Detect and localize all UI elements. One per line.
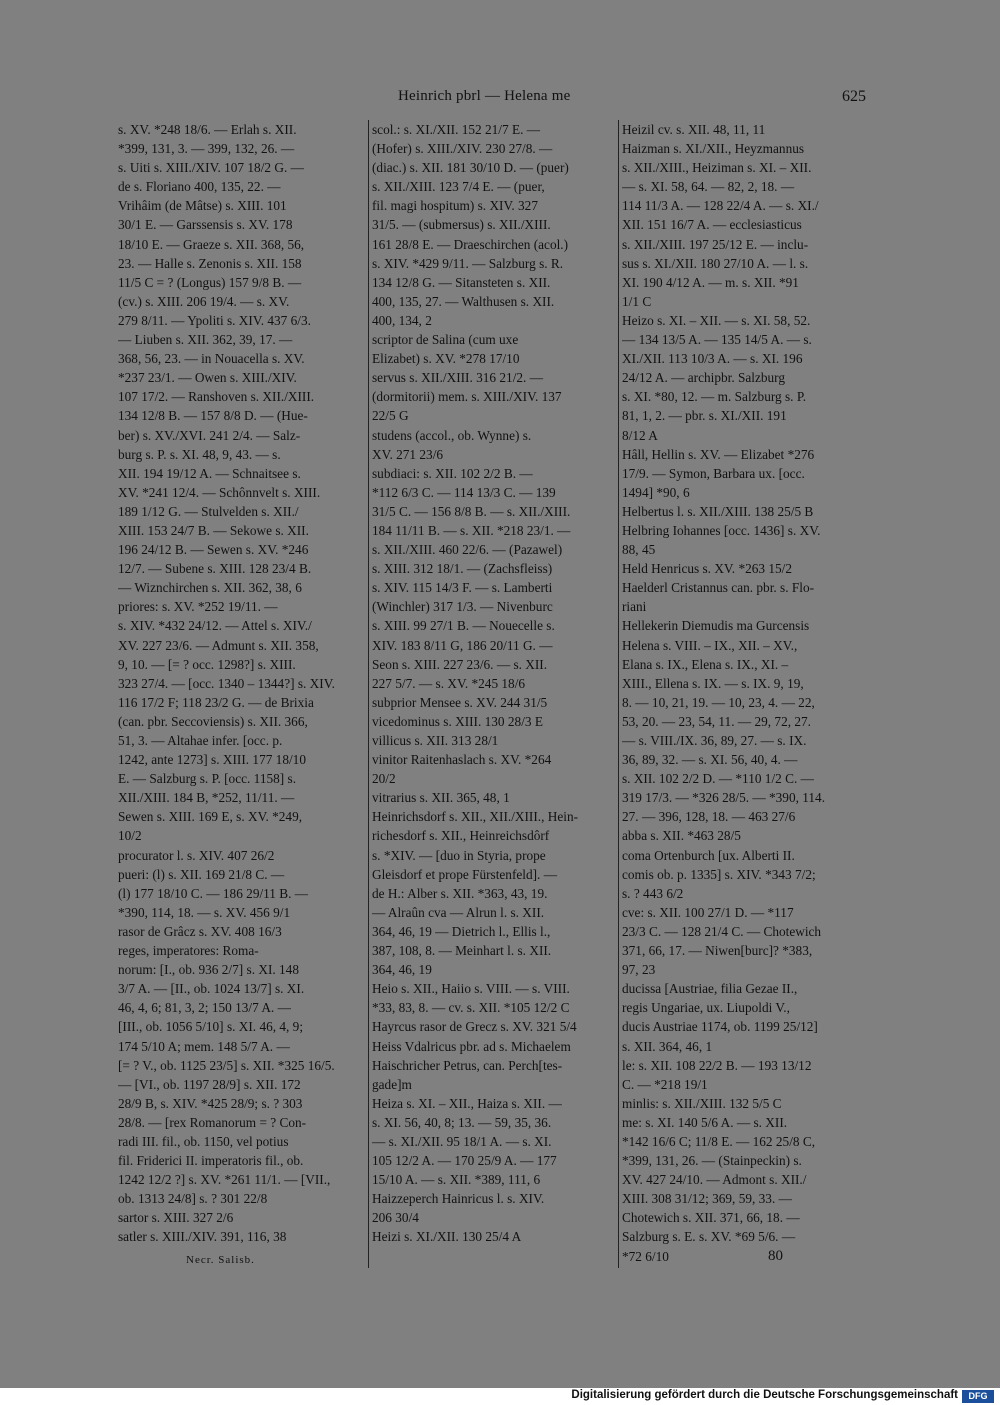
text-line: XV. 427 24/10. — Admont s. XII./: [622, 1172, 807, 1188]
running-head: Heinrich pbrl — Helena me: [398, 88, 571, 104]
text-line: 161 28/8 E. — Draeschirchen (acol.): [372, 236, 569, 252]
text-line: abba s. XII. *463 28/5: [622, 828, 741, 844]
text-line: 51, 3. — Altahae infer. [occ. p.: [118, 733, 283, 748]
text-line: Helbring Iohannes [occ. 1436] s. XV.: [622, 522, 821, 538]
text-line: XII. 194 19/12 A. — Schnaitsee s.: [118, 465, 301, 481]
text-line: Helbertus l. s. XII./XIII. 138 25/5 B: [622, 503, 814, 519]
text-line: s. XV. *248 18/6. — Erlah s. XII.: [118, 122, 297, 137]
text-line: s. XIII. 99 27/1 B. — Nouecelle s.: [372, 618, 555, 634]
text-column-1: [118, 120, 360, 1247]
text-line: XV. *241 12/4. — Schônnvelt s. XIII.: [118, 484, 321, 500]
text-line: scriptor de Salina (cum uxe: [372, 332, 519, 348]
text-line: s. XI. 56, 40, 8; 13. — 59, 35, 36.: [372, 1114, 552, 1130]
text-line: 11/5 C = ? (Longus) 157 9/8 B. —: [118, 274, 302, 290]
text-line: 368, 56, 23. — in Nouacella s. XV.: [118, 351, 305, 367]
text-line: — s. VIII./IX. 36, 89, 27. — s. IX.: [622, 733, 807, 748]
text-line: s. ? 443 6/2: [622, 885, 684, 901]
text-line: 189 1/12 G. — Stulvelden s. XII./: [118, 503, 299, 519]
text-line: fil. Friderici II. imperatoris fil., ob.: [118, 1153, 304, 1169]
text-line: XIII. 153 24/7 B. — Sekowe s. XII.: [118, 522, 309, 538]
text-line: XV. 227 23/6. — Admunt s. XII. 358,: [118, 637, 319, 653]
text-line: 28/9 B, s. XIV. *425 28/9; s. ? 303: [118, 1095, 303, 1111]
text-line: 134 12/8 G. — Sitansteten s. XII.: [372, 274, 551, 290]
text-line: Elizabet) s. XV. *278 17/10: [372, 351, 520, 367]
text-column-3: [622, 120, 874, 1266]
text-line: XI. 190 4/12 A. — m. s. XII. *91: [622, 274, 799, 290]
text-line: le: s. XII. 108 22/2 B. — 193 13/12: [622, 1057, 812, 1073]
text-line: [= ? V., ob. 1125 23/5] s. XII. *325 16/5.: [118, 1057, 335, 1073]
text-line: — 134 13/5 A. — 135 14/5 A. — s.: [622, 332, 812, 348]
text-line: 107 17/2. — Ranshoven s. XII./XIII.: [118, 389, 315, 405]
funding-banner: [0, 1388, 1000, 1405]
text-line: E. — Salzburg s. P. [occ. 1158] s.: [118, 771, 297, 787]
text-line: (cv.) s. XIII. 206 19/4. — s. XV.: [118, 293, 290, 309]
text-line: 364, 46, 19 — Dietrich l., Ellis l.,: [372, 923, 551, 939]
text-line: *72 6/10: [622, 1248, 669, 1264]
text-line: Heiza s. XI. – XII., Haiza s. XII. —: [372, 1095, 562, 1111]
text-line: regis Ungariae, ux. Liupoldi V.,: [622, 1000, 790, 1016]
text-line: — [VI., ob. 1197 28/9] s. XII. 172: [118, 1076, 301, 1092]
text-line: 364, 46, 19: [372, 962, 432, 978]
text-line: (diac.) s. XII. 181 30/10 D. — (puer): [372, 160, 569, 176]
text-line: Seon s. XIII. 227 23/6. — s. XII.: [372, 656, 548, 672]
text-line: s. XII. 102 2/2 D. — *110 1/2 C. —: [622, 771, 814, 787]
text-line: Heiss Vdalricus pbr. ad s. Michaelem: [372, 1038, 571, 1054]
text-line: burg s. P. s. XI. 48, 9, 43. — s.: [118, 446, 281, 462]
text-line: Chotewich s. XII. 371, 66, 18. —: [622, 1210, 800, 1226]
text-line: 31/5. — (submersus) s. XII./XIII.: [372, 217, 551, 233]
text-line: riani: [622, 599, 647, 615]
text-line: *33, 83, 8. — cv. s. XII. *105 12/2 C: [372, 1000, 570, 1016]
text-line: me: s. XI. 140 5/6 A. — s. XII.: [622, 1114, 788, 1130]
page-number: 625: [842, 88, 866, 105]
text-line: s. *XIV. — [duo in Styria, prope: [372, 847, 546, 863]
text-line: 323 27/4. — [occ. 1340 – 1344?] s. XIV.: [118, 675, 335, 691]
text-line: satler s. XIII./XIV. 391, 116, 38: [118, 1229, 287, 1245]
text-line: s. XIII. 312 18/1. — (Zachsfleiss): [372, 561, 553, 577]
text-line: rasor de Grâcz s. XV. 408 16/3: [118, 923, 282, 939]
text-line: ducissa [Austriae, filia Gezae II.,: [622, 981, 798, 997]
text-line: *112 6/3 C. — 114 13/3 C. — 139: [372, 484, 556, 500]
text-line: s. XIV. *432 24/12. — Attel s. XIV./: [118, 618, 312, 634]
text-line: 1494] *90, 6: [622, 484, 690, 500]
text-line: 97, 23: [622, 962, 656, 978]
text-line: Hâll, Hellin s. XV. — Elizabet *276: [622, 446, 815, 462]
text-line: Heizo s. XI. – XII. — s. XI. 58, 52.: [622, 312, 811, 328]
text-line: (l) 177 18/10 C. — 186 29/11 B. —: [118, 885, 309, 901]
text-line: vitrarius s. XII. 365, 48, 1: [372, 790, 510, 806]
text-line: 400, 134, 2: [372, 312, 432, 328]
text-line: 196 24/12 B. — Sewen s. XV. *246: [118, 542, 309, 558]
text-line: XII./XIII. 184 B, *252, 11/11. —: [118, 790, 295, 806]
text-line: 17/9. — Symon, Barbara ux. [occ.: [622, 465, 805, 481]
text-line: s. XIV. *429 9/11. — Salzburg s. R.: [372, 255, 564, 271]
text-line: XI./XII. 113 10/3 A. — s. XI. 196: [622, 351, 803, 367]
text-line: coma Ortenburch [ux. Alberti II.: [622, 847, 795, 863]
text-line: cve: s. XII. 100 27/1 D. — *117: [622, 904, 794, 920]
text-line: 105 12/2 A. — 170 25/9 A. — 177: [372, 1153, 557, 1169]
text-line: — Liuben s. XII. 362, 39, 17. —: [118, 332, 293, 348]
text-line: XII. 151 16/7 A. — ecclesiasticus: [622, 217, 802, 233]
text-line: 81, 1, 2. — pbr. s. XI./XII. 191: [622, 408, 787, 424]
text-line: subprior Mensee s. XV. 244 31/5: [372, 694, 548, 710]
text-line: *390, 114, 18. — s. XV. 456 9/1: [118, 904, 291, 920]
text-line: 10/2: [118, 828, 142, 844]
text-line: sartor s. XIII. 327 2/6: [118, 1210, 234, 1226]
text-line: (can. pbr. Seccoviensis) s. XII. 366,: [118, 713, 308, 729]
text-line: XV. 271 23/6: [372, 446, 444, 462]
column-divider-2: [618, 120, 619, 1268]
text-line: Hellekerin Diemudis ma Gurcensis: [622, 618, 810, 634]
text-line: pueri: (l) s. XII. 169 21/8 C. —: [118, 866, 285, 882]
text-line: — Alraûn cva — Alrun l. s. XII.: [372, 904, 545, 920]
text-line: — s. XI. 58, 64. — 82, 2, 18. —: [622, 179, 795, 195]
text-line: XIV. 183 8/11 G, 186 20/11 G. —: [372, 637, 553, 653]
text-line: Heizil cv. s. XII. 48, 11, 11: [622, 122, 766, 137]
text-line: 400, 135, 27. — Walthusen s. XII.: [372, 293, 555, 309]
text-line: 206 30/4: [372, 1210, 419, 1226]
text-line: sus s. XI./XII. 180 27/10 A. — l. s.: [622, 255, 809, 271]
text-line: Heinrichsdorf s. XII., XII./XIII., Hein-: [372, 809, 579, 825]
text-line: (Hofer) s. XIII./XIV. 230 27/8. —: [372, 141, 553, 157]
text-line: 116 17/2 F; 118 23/2 G. — de Brixia: [118, 694, 314, 710]
text-line: vinitor Raitenhaslach s. XV. *264: [372, 752, 552, 768]
text-line: *399, 131, 3. — 399, 132, 26. —: [118, 141, 295, 157]
text-line: richesdorf s. XII., Heinreichsdôrf: [372, 828, 550, 844]
text-line: 23/3 C. — 128 21/4 C. — Chotewich: [622, 923, 822, 939]
text-line: ber) s. XV./XVI. 241 2/4. — Salz-: [118, 427, 301, 443]
text-line: Vrihâim (de Mâtse) s. XIII. 101: [118, 198, 287, 214]
text-line: de s. Floriano 400, 135, 22. —: [118, 179, 281, 195]
text-line: XIII., Ellena s. IX. — s. IX. 9, 19,: [622, 675, 804, 691]
text-line: 31/5 C. — 156 8/8 B. — s. XII./XIII.: [372, 503, 571, 519]
text-line: Held Henricus s. XV. *263 15/2: [622, 561, 793, 577]
text-line: 53, 20. — 23, 54, 11. — 29, 72, 27.: [622, 713, 811, 729]
text-column-2: [372, 120, 616, 1247]
text-line: ducis Austriae 1174, ob. 1199 25/12]: [622, 1019, 818, 1035]
text-line: Helena s. VIII. – IX., XII. – XV.,: [622, 637, 798, 653]
page-header: [0, 88, 1000, 110]
text-line: radi III. fil., ob. 1150, vel potius: [118, 1133, 289, 1149]
text-line: 20/2: [372, 771, 396, 787]
text-line: 319 17/3. — *326 28/5. — *390, 114.: [622, 790, 826, 806]
text-line: s. XII./XIII. 197 25/12 E. — inclu-: [622, 236, 809, 252]
text-line: 15/10 A. — s. XII. *389, 111, 6: [372, 1172, 541, 1188]
funding-text: Digitalisierung gefördert durch die Deutsche Forschungsgemeinschaft: [571, 1389, 958, 1401]
text-line: 24/12 A. — archipbr. Salzburg: [622, 370, 785, 386]
sheet-number: 80: [768, 1248, 783, 1264]
text-line: 8/12 A: [622, 427, 658, 443]
text-line: 9, 10. — [= ? occ. 1298?] s. XIII.: [118, 656, 296, 672]
text-line: 1242 12/2 ?] s. XV. *261 11/1. — [VII.,: [118, 1172, 331, 1188]
text-line: 3/7 A. — [II., ob. 1024 13/7] s. XI.: [118, 981, 305, 997]
text-line: (Winchler) 317 1/3. — Nivenburc: [372, 599, 553, 615]
text-line: 23. — Halle s. Zenonis s. XII. 158: [118, 255, 302, 271]
text-line: scol.: s. XI./XII. 152 21/7 E. —: [372, 122, 541, 137]
text-line: — Wiznchirchen s. XII. 362, 38, 6: [118, 580, 302, 596]
text-line: Sewen s. XIII. 169 E, s. XV. *249,: [118, 809, 303, 825]
text-line: ob. 1313 24/8] s. ? 301 22/8: [118, 1191, 268, 1207]
text-line: s. XIV. 115 14/3 F. — s. Lamberti: [372, 580, 553, 596]
text-line: s. XII./XIII. 460 22/6. — (Pazawel): [372, 542, 563, 558]
text-line: Heio s. XII., Haiio s. VIII. — s. VIII.: [372, 981, 570, 997]
text-line: *142 16/6 C; 11/8 E. — 162 25/8 C,: [622, 1133, 816, 1149]
text-line: 18/10 E. — Graeze s. XII. 368, 56,: [118, 236, 305, 252]
text-line: (dormitorii) mem. s. XIII./XIV. 137: [372, 389, 562, 405]
text-line: servus s. XII./XIII. 316 21/2. —: [372, 370, 543, 386]
text-line: C. — *218 19/1: [622, 1076, 708, 1092]
text-line: [III., ob. 1056 5/10] s. XI. 46, 4, 9;: [118, 1019, 304, 1035]
text-line: vicedominus s. XIII. 130 28/3 E: [372, 713, 543, 729]
text-line: priores: s. XV. *252 19/11. —: [118, 599, 278, 615]
text-line: Heizi s. XI./XII. 130 25/4 A: [372, 1229, 522, 1245]
text-line: Haizzeperch Hainricus l. s. XIV.: [372, 1191, 545, 1207]
text-line: 184 11/11 B. — s. XII. *218 23/1. —: [372, 522, 571, 538]
text-line: Elana s. IX., Elena s. IX., XI. –: [622, 656, 789, 672]
text-line: de H.: Alber s. XII. *363, 43, 19.: [372, 885, 548, 901]
text-line: 371, 66, 17. — Niwen[burc]? *383,: [622, 943, 813, 959]
text-line: 88, 45: [622, 542, 656, 558]
text-line: procurator l. s. XIV. 407 26/2: [118, 847, 275, 863]
signature-mark: Necr. Salisb.: [186, 1254, 255, 1266]
text-line: fil. magi hospitum) s. XIV. 327: [372, 198, 538, 214]
text-line: s. Uiti s. XIII./XIV. 107 18/2 G. —: [118, 160, 304, 176]
text-line: Haizman s. XI./XII., Heyzmannus: [622, 141, 805, 157]
text-line: Salzburg s. E. s. XV. *69 5/6. —: [622, 1229, 796, 1245]
dfg-logo-icon: DFG: [962, 1390, 994, 1403]
text-line: s. XII./XIII. 123 7/4 E. — (puer,: [372, 179, 545, 195]
text-line: s. XI. *80, 12. — m. Salzburg s. P.: [622, 389, 807, 405]
text-line: — s. XI./XII. 95 18/1 A. — s. XI.: [372, 1133, 552, 1149]
text-line: *399, 131, 26. — (Stainpeckin) s.: [622, 1153, 802, 1169]
text-line: 28/8. — [rex Romanorum = ? Con-: [118, 1114, 307, 1130]
text-line: 387, 108, 8. — Meinhart l. s. XII.: [372, 943, 552, 959]
text-line: 134 12/8 B. — 157 8/8 D. — (Hue-: [118, 408, 308, 424]
text-line: s. XII./XIII., Heiziman s. XI. – XII.: [622, 160, 812, 176]
text-line: Gleisdorf et prope Fürstenfeld]. —: [372, 866, 558, 882]
text-line: subdiaci: s. XII. 102 2/2 B. —: [372, 465, 533, 481]
text-line: XIII. 308 31/12; 369, 59, 33. —: [622, 1191, 792, 1207]
text-line: 46, 4, 6; 81, 3, 2; 150 13/7 A. —: [118, 1000, 291, 1016]
text-line: 279 8/11. — Ypoliti s. XIV. 437 6/3.: [118, 312, 311, 328]
text-line: studens (accol., ob. Wynne) s.: [372, 427, 532, 443]
text-line: 1242, ante 1273] s. XIII. 177 18/10: [118, 752, 306, 768]
text-line: s. XII. 364, 46, 1: [622, 1038, 713, 1054]
text-line: *237 23/1. — Owen s. XIII./XIV.: [118, 370, 297, 386]
text-line: comis ob. p. 1335] s. XIV. *343 7/2;: [622, 866, 816, 882]
text-line: 1/1 C: [622, 293, 652, 309]
text-line: 12/7. — Subene s. XIII. 128 23/4 B.: [118, 561, 312, 577]
text-line: 30/1 E. — Garssensis s. XV. 178: [118, 217, 293, 233]
column-divider-1: [368, 120, 369, 1268]
text-line: norum: [I., ob. 936 2/7] s. XI. 148: [118, 962, 299, 978]
text-line: 22/5 G: [372, 408, 409, 424]
text-line: 27. — 396, 128, 18. — 463 27/6: [622, 809, 796, 825]
text-line: villicus s. XII. 313 28/1: [372, 733, 499, 748]
text-line: 114 11/3 A. — 128 22/4 A. — s. XI./: [622, 198, 819, 214]
text-line: 174 5/10 A; mem. 148 5/7 A. —: [118, 1038, 290, 1054]
text-line: 36, 89, 32. — s. XI. 56, 40, 4. —: [622, 752, 798, 768]
text-line: 8. — 10, 21, 19. — 10, 23, 4. — 22,: [622, 694, 815, 710]
text-line: minlis: s. XII./XIII. 132 5/5 C: [622, 1095, 782, 1111]
text-line: Hayrcus rasor de Grecz s. XV. 321 5/4: [372, 1019, 577, 1035]
text-line: Haischricher Petrus, can. Perch[tes-: [372, 1057, 563, 1073]
text-line: Haelderl Cristannus can. pbr. s. Flo-: [622, 580, 815, 596]
text-line: 227 5/7. — s. XV. *245 18/6: [372, 675, 526, 691]
text-line: gade]m: [372, 1076, 412, 1092]
text-line: reges, imperatores: Roma-: [118, 943, 259, 959]
